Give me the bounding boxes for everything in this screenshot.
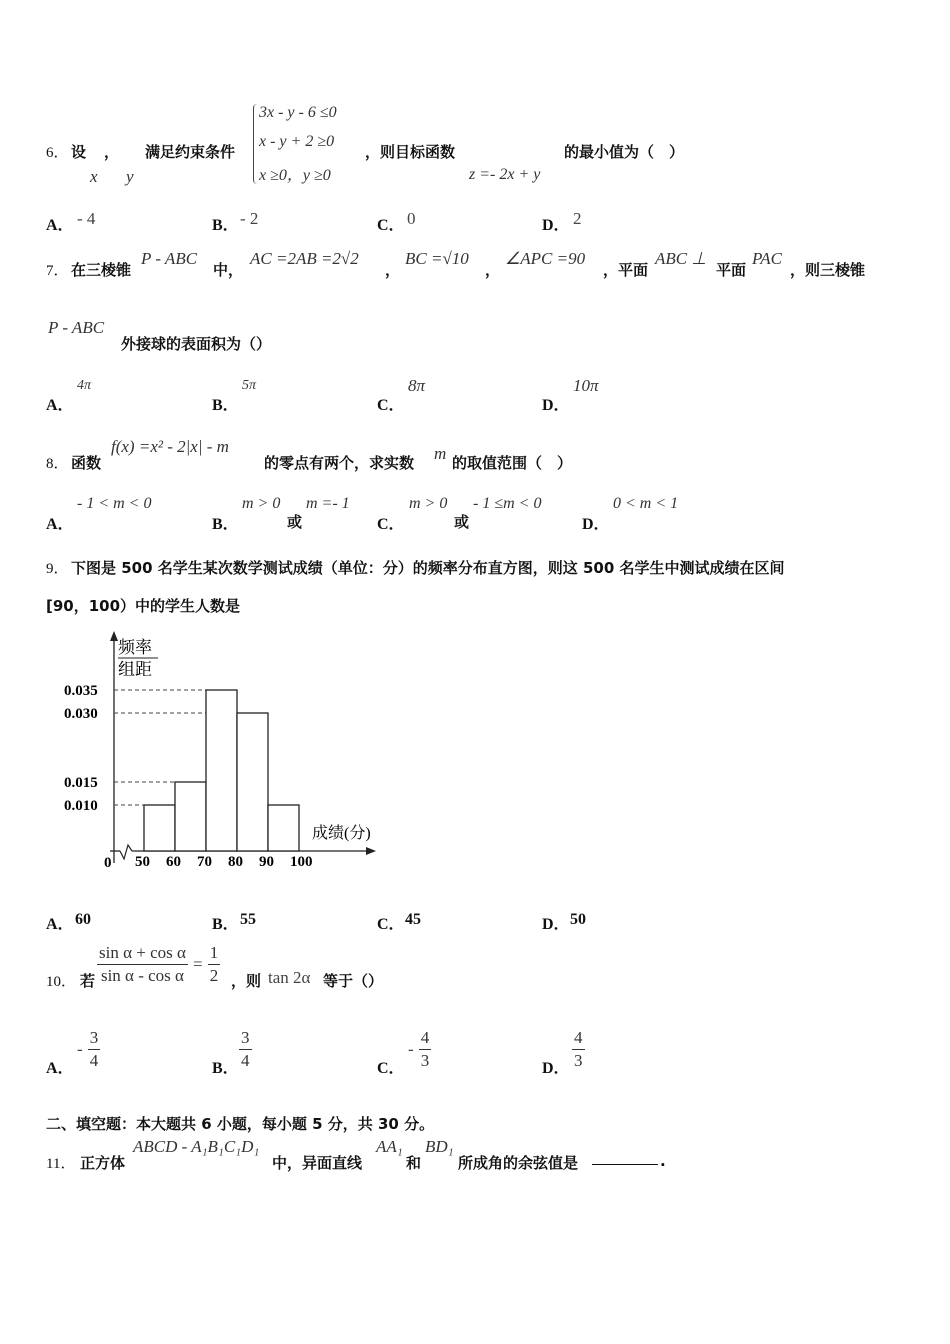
q7-text-4: 平面	[716, 261, 747, 279]
q6-constraint-2: x - y + 2 ≥0	[259, 133, 335, 150]
q7-math-abc-perp: ABC ⊥	[655, 249, 707, 268]
q6-text-she: 设	[71, 143, 87, 161]
q10-option-d-label: D．	[542, 1060, 570, 1077]
q8-math-function: f(x) =x² - 2|x| - m	[111, 437, 229, 456]
q10-ratio-fraction	[97, 942, 220, 987]
q7-sep-2: ，	[485, 261, 501, 279]
q6-option-d-value: 2	[573, 209, 582, 228]
q7-text-5: ，则三棱锥	[790, 261, 866, 279]
q7-math-pac: PAC	[752, 249, 782, 268]
q10-option-d-num: 4	[572, 1027, 585, 1050]
q9-option-c-value: 45	[405, 911, 421, 928]
q6-comma: ，	[104, 143, 120, 161]
q6-option-a-value: - 4	[77, 209, 96, 228]
q10-fraction-denominator: sin α - cos α	[100, 966, 184, 985]
frequency-histogram	[40, 625, 400, 875]
q9-option-c-label: C．	[377, 916, 405, 933]
q10-option-b-den: 4	[241, 1051, 250, 1070]
q9-option-b-value: 55	[240, 911, 256, 928]
q10-option-d-value	[572, 1027, 585, 1072]
q10-option-a-num: 3	[88, 1027, 101, 1050]
q7-option-d-label: D．	[542, 397, 570, 414]
q8-option-c-value-1: m > 0	[409, 495, 448, 512]
q11-text-2: 中，异面直线	[272, 1154, 363, 1172]
q10-option-a-value	[77, 1027, 100, 1072]
q10-option-b-label: B．	[212, 1060, 239, 1077]
q8-option-d-value: 0 < m < 1	[613, 495, 679, 512]
q8-option-b-value-1: m > 0	[242, 495, 281, 512]
q7-text-6: 外接球的表面积为（）	[121, 335, 272, 353]
q8-number: 8．	[46, 456, 69, 472]
q6-text-mid: ，则目标函数	[365, 143, 456, 161]
q7-text-2: 中，	[213, 261, 244, 279]
q8-option-c-or: 或	[454, 513, 470, 531]
q7-number: 7．	[46, 263, 69, 279]
q9-option-d-label: D．	[542, 916, 570, 933]
histogram-bar	[237, 713, 268, 851]
x-tick-label: 70	[197, 854, 212, 870]
histogram-bar	[206, 690, 237, 851]
q10-option-a-den: 4	[89, 1051, 99, 1070]
q7-text-3: ，平面	[603, 261, 649, 279]
y-axis-arrow	[110, 631, 118, 641]
q10-half-numerator: 1	[208, 942, 221, 965]
q6-option-b-label: B．	[212, 217, 239, 234]
q7-option-d-value: 10π	[573, 376, 599, 395]
y-label-top: 频率	[118, 638, 152, 657]
q6-text-tail: 的最小值为（ ）	[564, 143, 685, 161]
q8-option-d-label: D．	[582, 516, 610, 533]
q6-option-c-label: C．	[377, 217, 405, 234]
q9-option-a-value: 60	[75, 911, 91, 928]
q8-text-3: 的取值范围（ ）	[452, 454, 573, 472]
q10-option-b-value	[239, 1027, 252, 1072]
q9-line-1: 下图是 500 名学生某次数学测试成绩（单位：分）的频率分布直方图，则这 500 名学生中测试成绩在区间	[71, 559, 785, 577]
q10-math-tan: tan 2α	[268, 968, 311, 987]
histogram-bar	[175, 782, 206, 851]
q8-text-2: 的零点有两个，求实数	[264, 454, 415, 472]
y-tick-label: 0.035	[64, 683, 98, 699]
q6-text-cond: 满足约束条件	[145, 143, 236, 161]
q7-math-pabc-2: P - ABC	[48, 318, 105, 337]
q8-option-c-label: C．	[377, 516, 405, 533]
q10-option-c-den: 3	[420, 1051, 430, 1070]
q6-option-a-label: A．	[46, 217, 74, 234]
q7-option-a-label: A．	[46, 397, 74, 414]
y-tick-label: 0.010	[64, 798, 98, 814]
q7-option-c-value: 8π	[408, 376, 426, 395]
q11-answer-blank[interactable]	[592, 1150, 658, 1169]
q9-number: 9．	[46, 561, 69, 577]
q6-option-c-value: 0	[407, 209, 416, 228]
q11-end-period: .	[660, 1152, 666, 1170]
q11-math-aa1: AA₁	[376, 1137, 403, 1156]
q10-text-2: ，则	[231, 972, 262, 990]
origin-label: 0	[104, 855, 112, 871]
q10-option-c-num: 4	[419, 1027, 432, 1050]
q8-option-a-value: - 1 < m < 0	[77, 495, 152, 512]
y-tick-label: 0.015	[64, 775, 98, 791]
x-axis-break	[120, 845, 132, 859]
q10-option-a-sign: -	[77, 1039, 83, 1059]
q7-option-b-label: B．	[212, 397, 239, 414]
y-label-bottom: 组距	[118, 660, 152, 679]
q8-option-c-value-2: - 1 ≤m < 0	[473, 495, 542, 512]
q7-math-ac: AC =2AB =2√2	[250, 249, 359, 268]
q7-option-a-value: 4π	[77, 378, 92, 393]
q10-option-c-value	[408, 1027, 431, 1072]
q7-math-angle: ∠APC =90	[505, 249, 586, 268]
q6-objective: z =- 2x + y	[469, 166, 541, 183]
q7-option-b-value: 5π	[242, 378, 257, 393]
q11-text-1: 正方体	[80, 1154, 126, 1172]
q6-option-b-value: - 2	[240, 209, 259, 228]
x-tick-label: 60	[166, 854, 181, 870]
q6-constraint-1: 3x - y - 6 ≤0	[259, 104, 337, 121]
q10-option-b-num: 3	[239, 1027, 252, 1050]
q6-option-d-label: D．	[542, 217, 570, 234]
q6-constraint-3: x ≥0，y ≥0	[259, 167, 331, 184]
q9-option-b-label: B．	[212, 916, 239, 933]
q9-option-a-label: A．	[46, 916, 74, 933]
q11-text-3: 和	[406, 1154, 422, 1172]
q10-equals: =	[193, 954, 203, 974]
q10-number: 10．	[46, 974, 77, 990]
histogram-bar	[144, 805, 175, 851]
y-tick-label: 0.030	[64, 706, 98, 722]
q7-sep-1: ，	[385, 261, 401, 279]
x-tick-label: 80	[228, 854, 243, 870]
q10-half-denominator: 2	[209, 966, 219, 985]
x-tick-label: 90	[259, 854, 274, 870]
q7-option-c-label: C．	[377, 397, 405, 414]
q6-number: 6．	[46, 145, 69, 161]
q11-number: 11．	[46, 1156, 76, 1172]
q11-text-4: 所成角的余弦值是	[458, 1154, 579, 1172]
q9-line-2: [90，100）中的学生人数是	[46, 597, 241, 615]
x-tick-label: 100	[290, 854, 313, 870]
q8-option-b-label: B．	[212, 516, 239, 533]
q7-text-1: 在三棱锥	[71, 261, 132, 279]
q10-option-d-den: 3	[574, 1051, 583, 1070]
q10-option-a-label: A．	[46, 1060, 74, 1077]
q11-math-bd1: BD₁	[425, 1137, 454, 1156]
q8-text-1: 函数	[71, 454, 102, 472]
q8-option-a-label: A．	[46, 516, 74, 533]
q7-math-bc: BC =√10	[405, 249, 469, 268]
q10-fraction-numerator: sin α + cos α	[97, 942, 188, 965]
histogram-bar	[268, 805, 299, 851]
q7-math-pabc: P - ABC	[141, 249, 198, 268]
q11-math-cube: ABCD - A₁B₁C₁D₁	[133, 1137, 260, 1156]
q10-text-3: 等于（）	[323, 972, 384, 990]
q6-var-y: y	[126, 167, 134, 186]
q6-var-x: x	[90, 167, 98, 186]
q10-option-c-sign: -	[408, 1039, 414, 1059]
q10-option-c-label: C．	[377, 1060, 405, 1077]
q8-math-m: m	[434, 444, 447, 463]
q8-option-b-or: 或	[287, 513, 303, 531]
q8-option-b-value-2: m =- 1	[306, 495, 350, 512]
section-2-heading: 二、填空题：本大题共 6 小题，每小题 5 分，共 30 分。	[46, 1115, 435, 1133]
q10-text-1: 若	[80, 972, 96, 990]
x-axis-arrow	[366, 847, 376, 855]
x-label: 成绩(分)	[312, 825, 371, 842]
x-tick-label: 50	[135, 854, 150, 870]
q9-option-d-value: 50	[570, 911, 586, 928]
